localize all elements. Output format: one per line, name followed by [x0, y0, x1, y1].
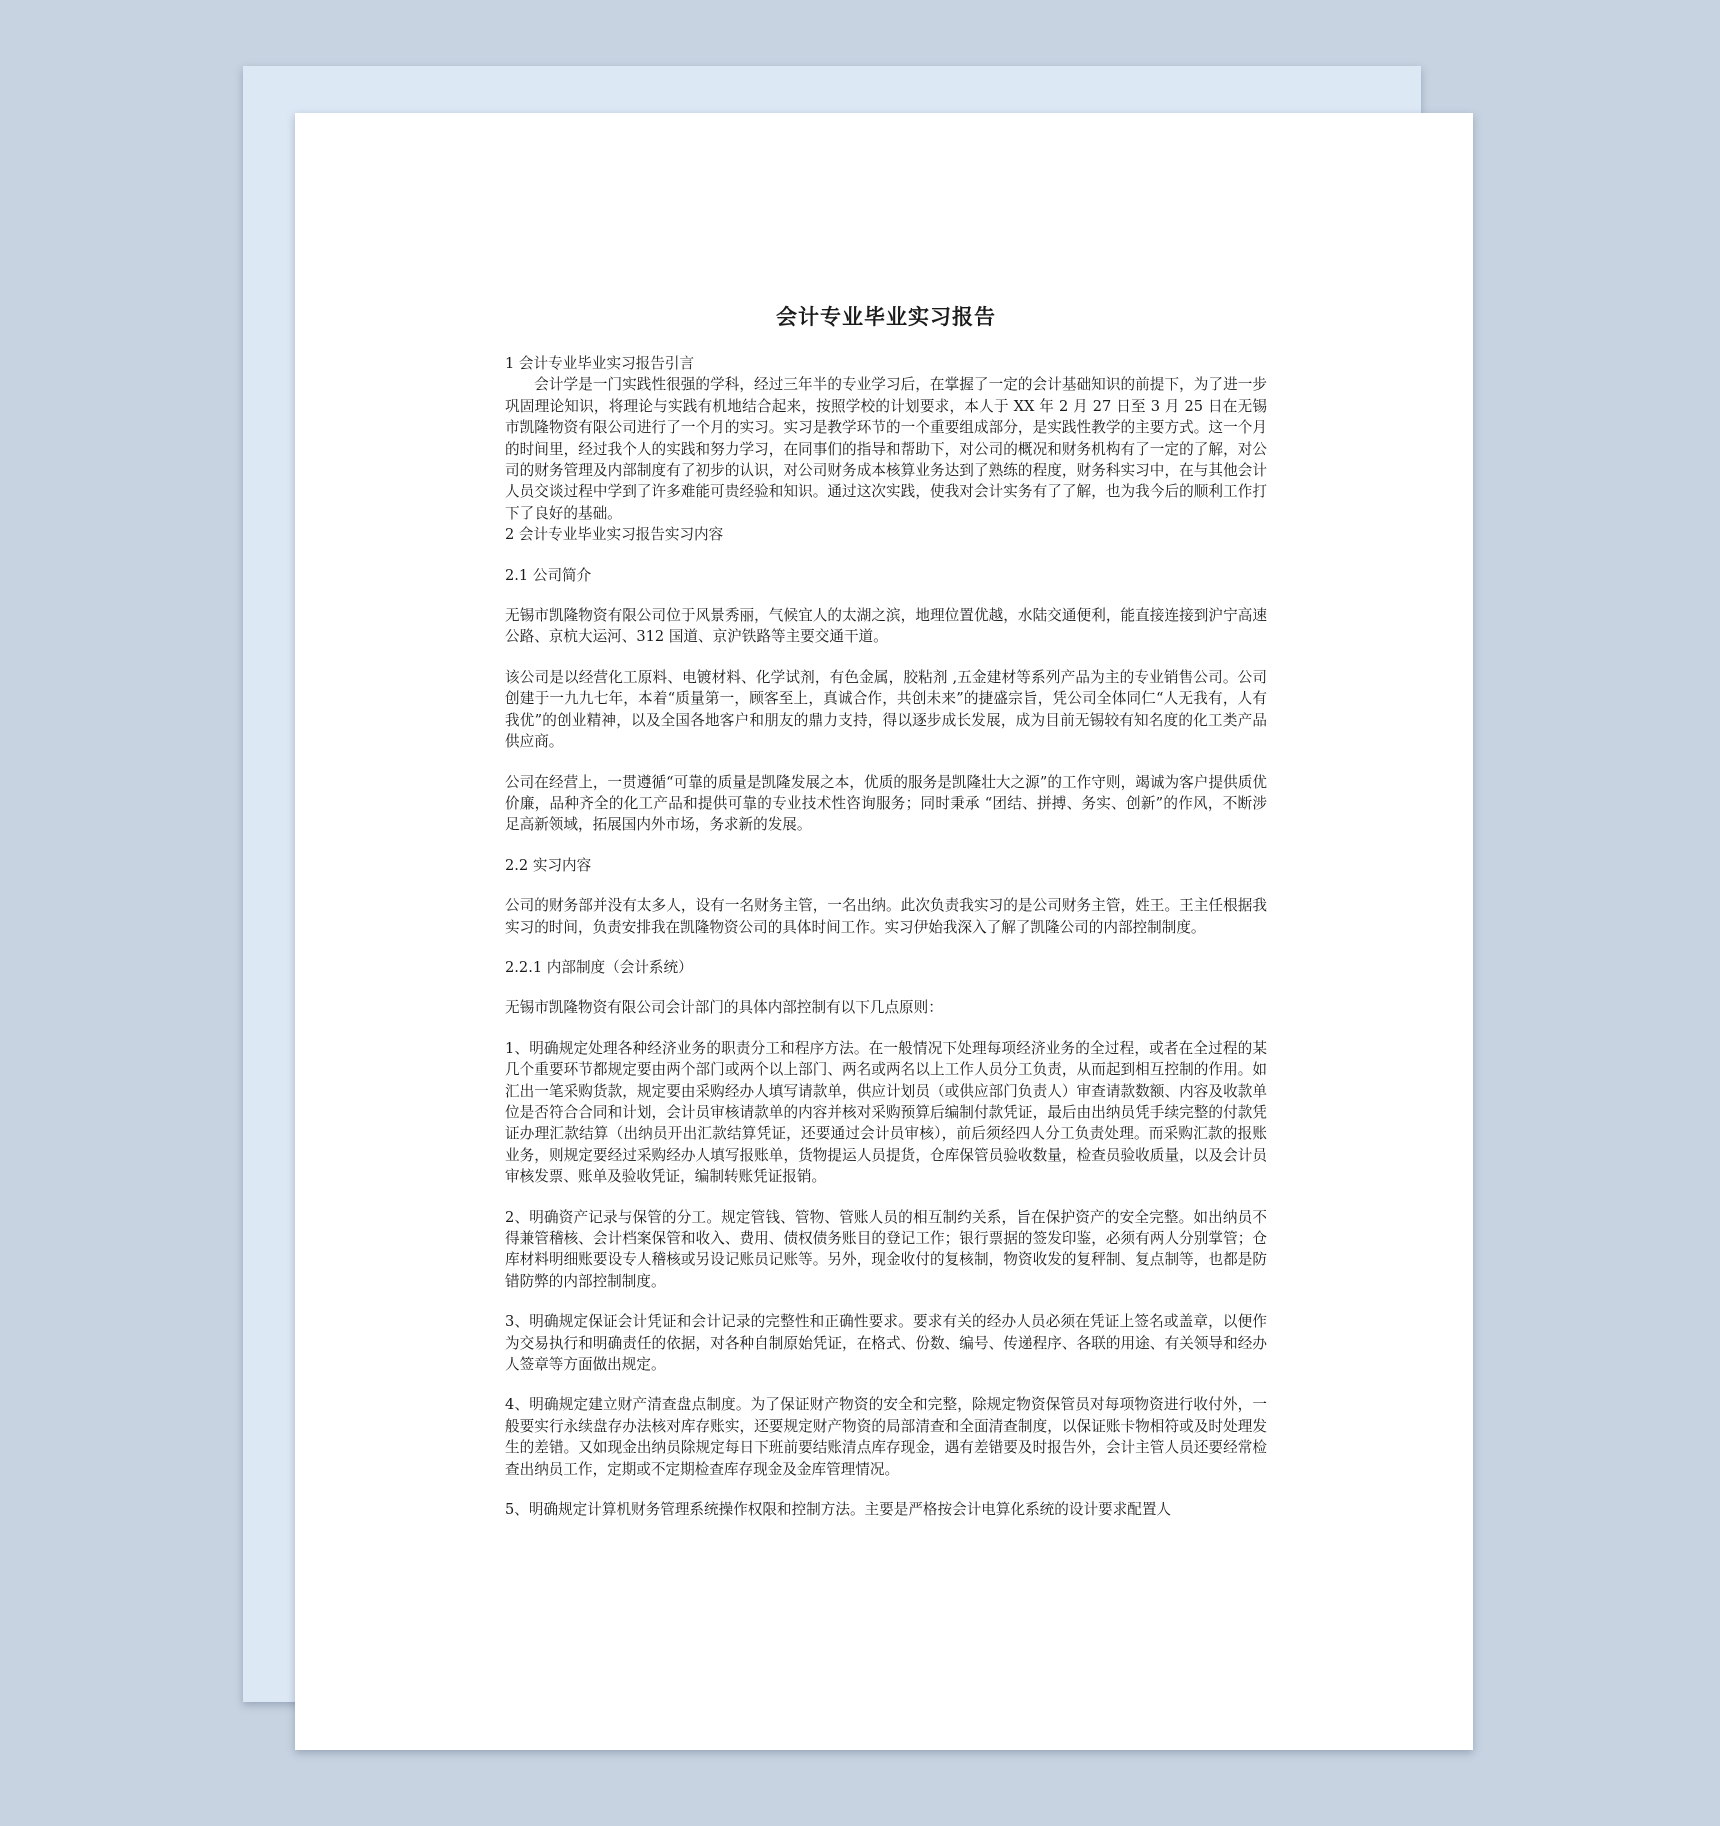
section-2-heading: 2 会计专业毕业实习报告实习内容	[505, 526, 724, 544]
document-body	[505, 301, 1267, 1520]
internship-paragraph: 公司的财务部并没有太多人，设有一名财务主管，一名出纳。此次负责我实习的是公司财务主管，姓王。王主任根据我实习的时间，负责安排我在凯隆物资公司的具体时间工作。实习伊始我深入了解了凯隆公司的内部控制制度。	[505, 897, 1267, 936]
control-rule-3: 3、明确规定保证会计凭证和会计记录的完整性和正确性要求。要求有关的经办人员必须在凭证上签名或盖章，以便作为交易执行和明确责任的依据，对各种自制原始凭证，在格式、份数、编号、传递程序、各联的用途、有关领导和经办人签章等方面做出规定。	[505, 1313, 1267, 1374]
document-page	[295, 113, 1473, 1750]
section-1-heading: 1 会计专业毕业实习报告引言	[505, 355, 695, 372]
control-rule-2: 2、明确资产记录与保管的分工。规定管钱、管物、管账人员的相互制约关系，旨在保护资产的安全完整。如出纳员不得兼管稽核、会计档案保管和收入、费用、债权债务账目的登记工作；银行票据的签发印鉴，必须有两人分别掌管；仓库材料明细账要设专人稽核或另设记账员记账等。另外，现金收付的复核制，物资收发的复秤制、复点制等，也都是防错防弊的内部控制制度。	[505, 1208, 1267, 1290]
section-1-paragraph: 会计学是一门实践性很强的学科，经过三年半的专业学习后，在掌握了一定的会计基础知识的前提下，为了进一步巩固理论知识，将理论与实践有机地结合起来，按照学校的计划要求，本人于 XX 年 2 月 27 日至 3 月 25 日在无锡市凯隆物资有限公司进行了一个月的实习。实习是教学环节的一个重要组成部分，是实践性教学的主要方式。这一个月的时间里，经过我个人的实践和努力学习，在同事们的指导和帮助下，对公司的概况和财务机构有了一定的了解，对公司的财务管理及内部制度有了初步的认识，对公司财务成本核算业务达到了熟练的程度，财务科实习中，在与其他会计人员交谈过程中学到了许多难能可贵经验和知识。通过这次实践，使我对会计实务有了了解，也为我今后的顺利工作打下了良好的基础。	[505, 376, 1267, 522]
company-paragraph-2: 该公司是以经营化工原料、电镀材料、化学试剂，有色金属，胶粘剂 ,五金建材等系列产品为主的专业销售公司。公司创建于一九九七年，本着“质量第一，顾客至上，真诚合作，共创未来”的捷盛宗旨，凭公司全体同仁“人无我有，人有我优”的创业精神，以及全国各地客户和朋友的鼎力支持，得以逐步成长发展，成为目前无锡较有知名度的化工类产品供应商。	[505, 668, 1267, 751]
document-title: 会计专业毕业实习报告	[776, 304, 996, 329]
section-2-1-heading: 2.1 公司简介	[505, 566, 592, 584]
control-rule-5: 5、明确规定计算机财务管理系统操作权限和控制方法。主要是严格按会计电算化系统的设计要求配置人	[505, 1501, 1172, 1519]
company-paragraph-3: 公司在经营上，一贯遵循“可靠的质量是凯隆发展之本，优质的服务是凯隆壮大之源”的工作守则，竭诚为客户提供质优价廉，品种齐全的化工产品和提供可靠的专业技术性咨询服务；同时秉承 “团结、拼搏、务实、创新”的作风，不断涉足高新领域，拓展国内外市场，务求新的发展。	[505, 773, 1267, 834]
section-2-2-1-heading: 2.2.1 内部制度（会计系统）	[505, 958, 693, 976]
control-principles-intro: 无锡市凯隆物资有限公司会计部门的具体内部控制有以下几点原则：	[505, 999, 943, 1017]
section-2-2-heading: 2.2 实习内容	[505, 856, 592, 874]
control-rule-4: 4、明确规定建立财产清查盘点制度。为了保证财产物资的安全和完整，除规定物资保管员对每项物资进行收付外，一般要实行永续盘存办法核对库存账实，还要规定财产物资的局部清查和全面清查制度，以保证账卡物相符或及时处理发生的差错。又如现金出纳员除规定每日下班前要结账清点库存现金，遇有差错要及时报告外，会计主管人员还要经常检查出纳员工作，定期或不定期检查库存现金及金库管理情况。	[505, 1396, 1267, 1478]
control-rule-1: 1、明确规定处理各种经济业务的职责分工和程序方法。在一般情况下处理每项经济业务的全过程，或者在全过程的某几个重要环节都规定要由两个部门或两个以上部门、两名或两名以上工作人员分工负责，从而起到相互控制的作用。如汇出一笔采购货款，规定要由采购经办人填写请款单，供应计划员（或供应部门负责人）审查请款数额、内容及收款单位是否符合合同和计划，会计员审核请款单的内容并核对采购预算后编制付款凭证，最后由出纳员凭手续完整的付款凭证办理汇款结算（出纳员开出汇款结算凭证，还要通过会计员审核），前后须经四人分工负责处理。而采购汇款的报账业务，则规定要经过采购经办人填写报账单，货物提运人员提货，仓库保管员验收数量，检查员验收质量，以及会计员审核发票、账单及验收凭证，编制转账凭证报销。	[505, 1039, 1267, 1186]
company-paragraph-1: 无锡市凯隆物资有限公司位于风景秀丽，气候宜人的太湖之滨，地理位置优越，水陆交通便利，能直接连接到沪宁高速公路、京杭大运河、312 国道、京沪铁路等主要交通干道。	[505, 607, 1267, 646]
